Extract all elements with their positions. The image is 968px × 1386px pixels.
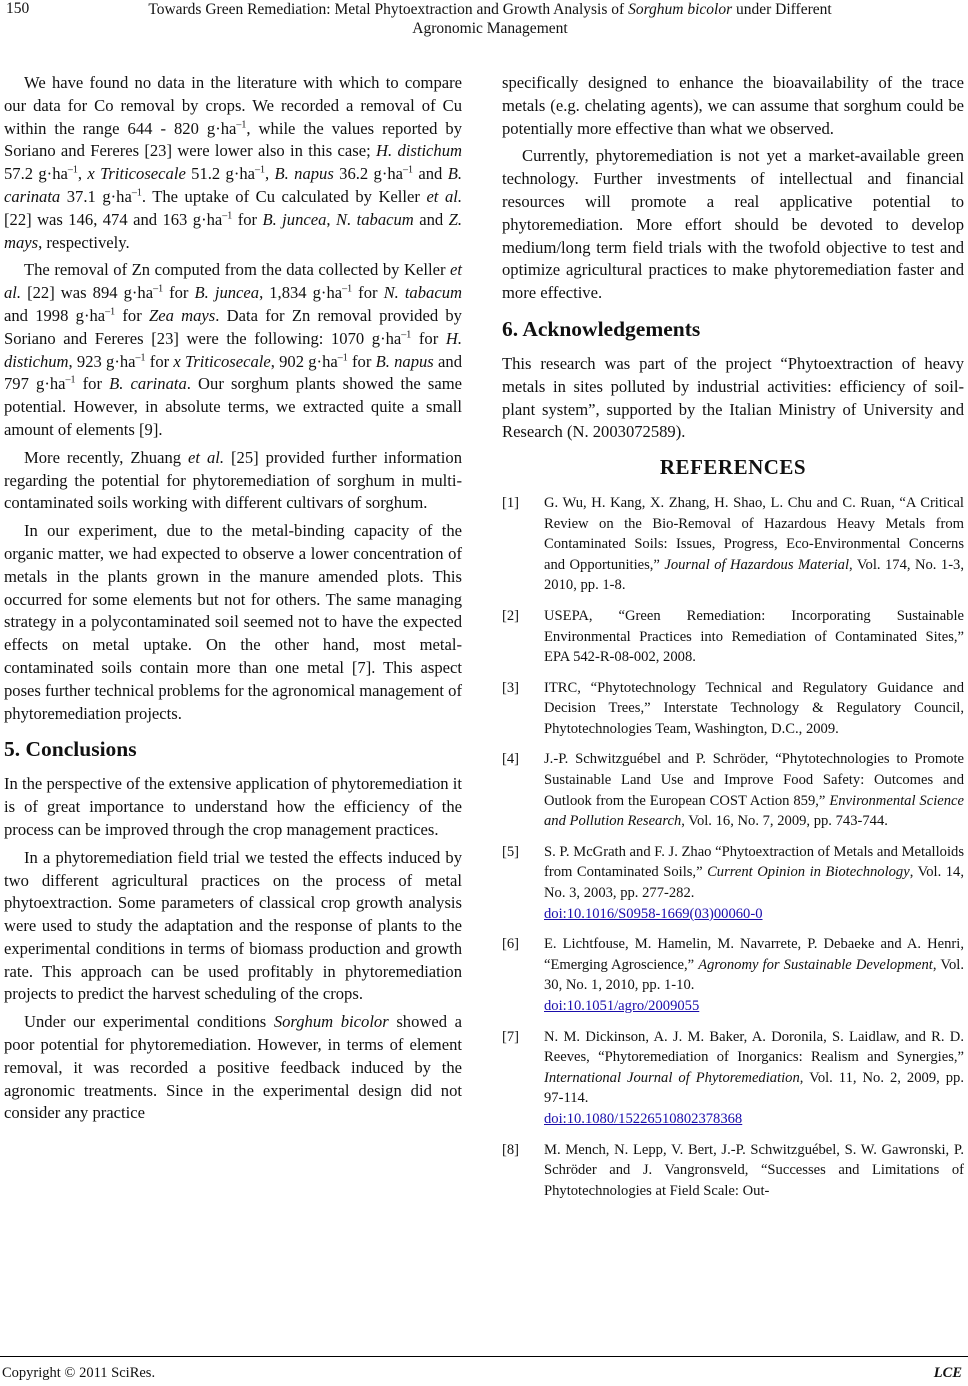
doi-link[interactable]: doi:10.1080/15226510802378368	[544, 1110, 743, 1127]
paragraph: In a phytoremediation field trial we tested the effects induced by two different agricultural practices on the process of metal phytoextraction. Some parameters of classical crop growth analysis were used to study the adaptation and the response of plants to the experimental conditions in terms of biomass production and growth rate. This approach can be used profitably in phytoremediation projects to predict the harvest scheduling of the crops.	[4, 847, 462, 1004]
reference-item	[502, 606, 964, 668]
reference-number: [7]	[502, 1028, 520, 1045]
reference-number: [3]	[502, 679, 520, 696]
left-column	[4, 72, 462, 1130]
running-header	[0, 0, 968, 44]
reference-text: G. Wu, H. Kang, X. Zhang, H. Shao, L. Chu and C. Ruan, “A Critical Review on the Bio-Removal of Hazardous Heavy Metals from Contaminated Soils: Issues, Progress, Eco-Environmental Concerns and Opportunities,” Journal of Hazardous Material, Vol. 174, No. 1-3, 2010, pp. 1-8.	[544, 494, 964, 594]
reference-text: S. P. McGrath and F. J. Zhao “Phytoextraction of Metals and Metalloids from Contaminated Soils,” Current Opinion in Biotechnology, Vol. 14, No. 3, 2003, pp. 277-282. doi:10.1016/S0958-1669(03)00060-0	[544, 842, 964, 924]
reference-item	[502, 1140, 964, 1202]
reference-number: [5]	[502, 843, 520, 860]
reference-item	[502, 678, 964, 740]
reference-number: [8]	[502, 1141, 520, 1158]
reference-number: [6]	[502, 936, 520, 953]
paragraph: In the perspective of the extensive application of phytoremediation it is of great importance to understand how the efficiency of the process can be improved through the crop management practices.	[4, 774, 462, 839]
reference-item	[502, 1027, 964, 1130]
reference-item	[502, 934, 964, 1016]
paragraph: specifically designed to enhance the bioavailability of the trace metals (e.g. chelating agents), we can assume that sorghum could be potentially more effective than what we observed.	[502, 73, 964, 138]
paragraph: In our experiment, due to the metal-binding capacity of the organic matter, we had expected to observe a lower concentration of metals in the plants grown in the manure amended plots. This occurred for some elements but not for others. The same managing strategy in a polycontaminated soil seemed not to have the expected effects on metal uptake. On the other hand, most metal-contaminated soils contain more than one metal [7]. This aspect poses further technical problems for the agronomical management of phytoremediation projects.	[4, 521, 463, 723]
reference-text: USEPA, “Green Remediation: Incorporating Sustainable Environmental Practices into Remediation of Contaminated Sites,” EPA 542-R-08-002, 2008.	[544, 607, 964, 666]
paragraph: Under our experimental conditions Sorghum bicolor showed a poor potential for phytoremediation. However, in terms of element removal, it was recorded a positive feedback induced by the agronomic treatments. Since in the experimental design did not consider any practice	[4, 1012, 463, 1123]
reference-number: [1]	[502, 494, 520, 511]
references-list	[502, 493, 964, 1201]
reference-text: J.-P. Schwitzguébel and P. Schröder, “Phytotechnologies to Promote Sustainable Land Use and Improve Food Safety: Outcomes and Outlook from the European COST Action 859,” Environmental Science and Pollution Research, Vol. 16, No. 7, 2009, pp. 743-744.	[544, 751, 964, 830]
paragraph: This research was part of the project “Phytoextraction of heavy metals in sites polluted by industrial activities: efficiency of soil-plant system”, supported by the Italian Ministry of University and Research (N. 2003072589).	[502, 353, 964, 442]
references-heading: REFERENCES	[659, 455, 807, 480]
section-heading-acknowledgements: 6. Acknowledgements	[502, 316, 701, 341]
section-heading-conclusions: 5. Conclusions	[4, 737, 137, 762]
running-title	[60, 0, 920, 38]
footer-rule	[0, 1356, 968, 1357]
reference-item	[502, 842, 964, 924]
reference-item	[502, 749, 964, 831]
reference-text: E. Lichtfouse, M. Hamelin, M. Navarrete, P. Debaeke and A. Henri, “Emerging Agroscience,” Agronomy for Sustainable Development, Vol. 30, No. 1, 2010, pp. 1-10. doi:10.1051/agro/2009055	[544, 934, 964, 1016]
paragraph: More recently, Zhuang et al. [25] provided further information regarding the potential for phytoremediation of sorghum in multi-contaminated soils working with different cultivars of sorghum.	[4, 447, 462, 513]
reference-text: N. M. Dickinson, A. J. M. Baker, A. Doronila, S. Laidlaw, and R. D. Reeves, “Phytoremediation of Inorganics: Realism and Synergies,” International Journal of Phytoremediation, Vol. 11, No. 2, 2009, pp. 97-114. doi:10.1080/15226510802378368	[544, 1027, 964, 1130]
page-number: 150	[6, 0, 30, 17]
paragraph: We have found no data in the literature with which to compare our data for Co removal by crops. We recorded a removal of Cu within the range 644 - 820 $g\cdot ha^{-1}$, while the values reported by Soriano and Fereres [23] were lower also in this case; H. distichum 57.2 $g\cdot ha^{-1}$, x Triticosecale 51.2 $g\cdot ha^{-1}$, B. napus 36.2 $g\cdot ha^{-1}$ and B. carinata 37.1 $g\cdot ha^{-1}$. The uptake of Cu calculated by Keller et al. [22] was 146, 474 and 163 $g\cdot ha^{-1}$ for B. juncea, N. tabacum and Z. mays, respectively.	[4, 73, 462, 252]
doi-link[interactable]: doi:10.1051/agro/2009055	[544, 998, 700, 1015]
reference-text: ITRC, “Phytotechnology Technical and Regulatory Guidance and Decision Trees,” Interstate Technology & Regulatory Council, Phytotechnologies Team, Washington, D.C., 2009.	[544, 679, 964, 737]
paragraph: Currently, phytoremediation is not yet a market-available green technology. Further investments of intellectual and financial resources will promote a real applicative potential to phytoremediation. More effort should be devoted to develop medium/long term field trials with the twofold objective to test and optimize agricultural practices to make phytoremediation faster and more effective.	[502, 146, 964, 303]
reference-item	[502, 493, 964, 596]
running-title-part: under Different	[732, 1, 832, 18]
page-footer	[0, 1356, 968, 1386]
running-title-line2: Agronomic Management	[412, 20, 568, 37]
reference-text: M. Mench, N. Lepp, V. Bert, J.-P. Schwitzguébel, S. W. Gawronski, P. Schröder and J. Vangronsveld, “Successes and Limitations of Phytotechnologies at Field Scale: Out-	[544, 1141, 964, 1199]
copyright-notice: Copyright © 2011 SciRes.	[2, 1365, 156, 1381]
running-title-part: Towards Green Remediation: Metal Phytoextraction and Growth Analysis of	[148, 1, 629, 18]
journal-abbreviation: LCE	[933, 1365, 962, 1381]
running-title-species: Sorghum bicolor	[628, 1, 733, 18]
paragraph: The removal of Zn computed from the data collected by Keller et al. [22] was 894 $g\cdot ha^{-1}$ for B. juncea, 1,834 $g\cdot ha^{-1}$ for N. tabacum and 1998 $g\cdot ha^{-1}$ for Zea mays. Data for Zn removal provided by Soriano and Fereres [23] were the following: 1070 $g\cdot ha^{-1}$ for H. distichum, 923 $g\cdot ha^{-1}$ for x Triticosecale, 902 $g\cdot ha^{-1}$ for B. napus and 797 $g\cdot ha^{-1}$ for B. carinata. Our sorghum plants showed the same potential. However, in absolute terms, we extracted quite a small amount of elements [9].	[4, 260, 462, 439]
doi-link[interactable]: doi:10.1016/S0958-1669(03)00060-0	[544, 905, 763, 922]
reference-number: [4]	[502, 751, 520, 768]
reference-number: [2]	[502, 607, 520, 624]
right-column	[502, 72, 964, 1211]
